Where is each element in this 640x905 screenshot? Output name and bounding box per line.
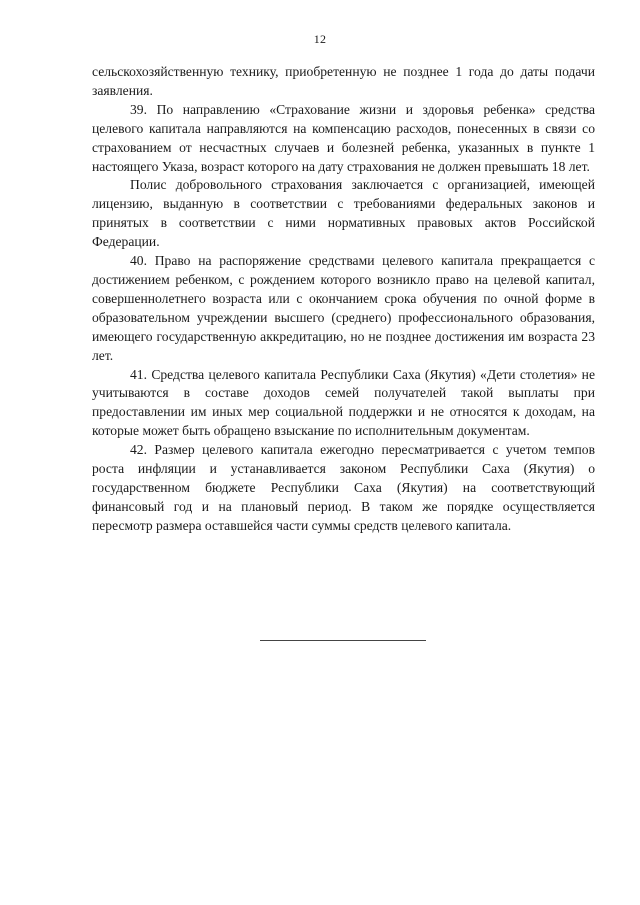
page-number: 12 xyxy=(313,32,327,46)
paragraph-item-40: 40. Право на распоряжение средствами целевого капитала прекращается с достижением ребенком, с рождением которого возникло право на целевой капитал, совершеннолетнего возраста или с окончанием срока обучения по очной форме в образовательном учреждении высшего (среднего) профессионального образования, имеющего государственную аккредитацию, но не позднее достижения им возраста 23 лет. xyxy=(92,253,595,363)
end-separator-line xyxy=(260,640,426,641)
paragraph-continuation: сельскохозяйственную технику, приобретенную не позднее 1 года до даты подачи заявления. xyxy=(92,64,595,98)
paragraph-item-39: 39. По направлению «Страхование жизни и здоровья ребенка» средства целевого капитала направляются на компенсацию расходов, понесенных в связи со страхованием от несчастных случаев и болезней ребенка, указанных в пункте 1 настоящего Указа, возраст которого на дату страхования не должен превышать 18 лет. xyxy=(92,101,595,174)
paragraph-item-41: 41. Средства целевого капитала Республики Саха (Якутия) «Дети столетия» не учитываются в составе доходов семей получателей такой выплаты при предоставлении им иных мер социальной поддержки и не относятся к доходам, на которые может быть обращено взыскание по исполнительным документам. xyxy=(92,366,595,439)
paragraph-item-42: 42. Размер целевого капитала ежегодно пересматривается с учетом темпов роста инфляции и устанавливается законом Республики Саха (Якутия) о государственном бюджете Республики Саха (Якутия) на соответствующий финансовый год и на плановый период. В таком же порядке осуществляется пересмотр размера оставшейся части суммы средств целевого капитала. xyxy=(92,442,595,533)
document-body xyxy=(92,63,595,536)
paragraph-insurance-policy: Полис добровольного страхования заключается с организацией, имеющей лицензию, выданную в соответствии с требованиями федеральных законов и принятых в соответствии с ними нормативных правовых актов Российской Федерации. xyxy=(92,177,595,250)
